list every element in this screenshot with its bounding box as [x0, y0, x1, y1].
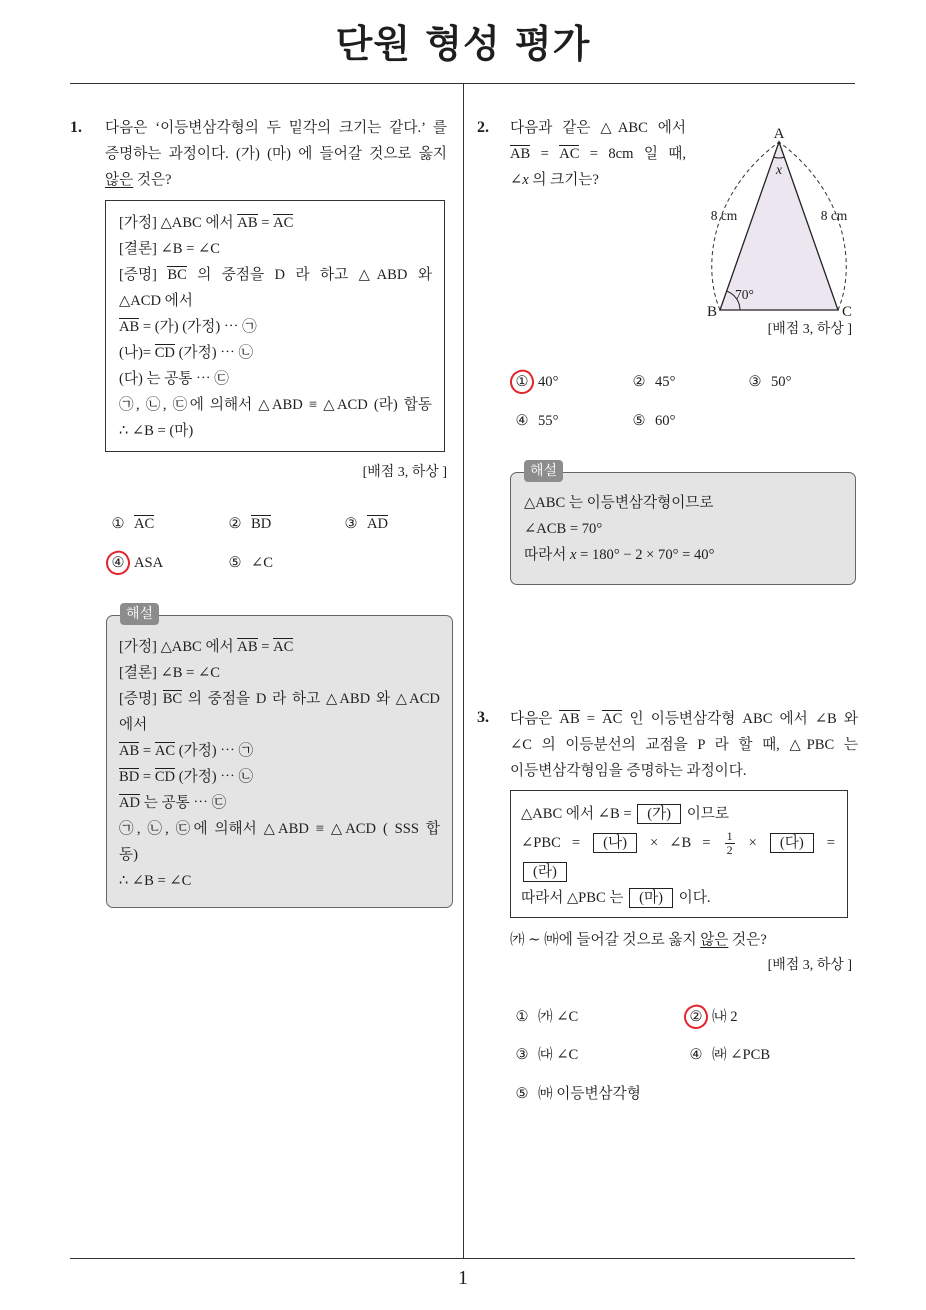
choice-content: [712, 1047, 770, 1063]
answer-choice: [514, 1081, 641, 1107]
answer-choice: [110, 550, 163, 576]
answer-choice: [110, 511, 154, 537]
text-run: 동): [119, 847, 138, 863]
text-run: ASA: [134, 555, 164, 571]
proof-line: [119, 340, 432, 366]
side-label-ab: 8 cm: [710, 208, 738, 223]
answer-blank-box: (라): [523, 862, 567, 882]
solution-label: 해설: [120, 603, 159, 625]
text-run: [가정] △ABC 에서: [119, 215, 238, 231]
score-label: [배점 3, 하상 ]: [767, 322, 852, 337]
footer-rule: [70, 1258, 855, 1259]
overline-segment: CD: [154, 345, 175, 361]
text-run: 증명하는 과정이다. (가) (마) 에 들어갈 것으로 옳지: [105, 146, 447, 162]
choice-content: [538, 1047, 578, 1063]
text-run: 50°: [771, 374, 792, 390]
choice-content: [771, 374, 791, 390]
answer-choice: [514, 1004, 578, 1030]
text-run: (가정) ⋯ ㉠: [175, 743, 254, 759]
text-run: (다) 는 공통 ⋯ ㉢: [119, 371, 229, 387]
choice-marker: ①: [111, 516, 125, 532]
choice-content: [538, 374, 558, 390]
proof-line: [521, 827, 835, 859]
overline-segment: AB: [510, 146, 531, 162]
angle-label-b: 70°: [735, 287, 754, 302]
answer-choice: [688, 1004, 738, 1030]
overline-segment: BD: [119, 769, 140, 785]
text-run: =: [139, 769, 155, 785]
stem-line: [105, 141, 447, 167]
choice-content: [538, 413, 558, 429]
overline-segment: AD: [367, 516, 389, 532]
choice-marker: ②: [632, 374, 646, 390]
text-run: ㈒ 이등변삼각형: [538, 1086, 641, 1102]
answer-choice: [227, 550, 273, 576]
text-run: =: [257, 639, 274, 655]
text-run: ㈏ 2: [712, 1009, 738, 1025]
text-run: ∠PBC =: [521, 835, 592, 851]
text-run: 다음은 ‘이등변삼각형의 두 밑각의 크기는 같다.’ 를: [105, 120, 447, 136]
proof-line: [119, 262, 432, 288]
choice-content: [538, 1009, 578, 1025]
choice-content: [367, 516, 388, 532]
text-run: ∴ ∠B = (마): [119, 423, 194, 439]
solution-box: [106, 615, 453, 908]
choice-content: [251, 516, 271, 532]
choice-marker: ②: [688, 1004, 704, 1030]
text-run: 것은?: [728, 932, 767, 948]
angle-label-a: x: [775, 163, 783, 178]
proof-line: [119, 236, 432, 262]
overline-segment: AC: [134, 516, 155, 532]
text-run: [증명]: [119, 691, 163, 707]
text-run: 45°: [655, 374, 676, 390]
text-run: 는 공통 ⋯ ㉢: [140, 795, 227, 811]
proof-line: [521, 885, 835, 911]
text-run: =: [139, 743, 155, 759]
proof-line: [119, 314, 432, 340]
answer-choice: [227, 511, 271, 537]
text-run: =: [815, 835, 835, 851]
text-run: 것은?: [133, 172, 172, 188]
text-run: = 8cm 일 때,: [579, 146, 687, 162]
choice-marker: ③: [344, 516, 358, 532]
answer-blank-box: (마): [629, 888, 673, 908]
answer-choice: [631, 369, 675, 395]
text-run: ∴ ∠B = ∠C: [119, 873, 192, 889]
side-label-ac: 8 cm: [820, 208, 848, 223]
overline-segment: BD: [251, 516, 272, 532]
text-run: 다음은: [510, 711, 560, 727]
overline-segment: AC: [273, 639, 294, 655]
choice-content: [655, 413, 675, 429]
stem-line: [510, 758, 858, 784]
text-run: [증명]: [119, 267, 168, 283]
choice-marker: ⑤: [632, 413, 646, 429]
proof-line: [521, 859, 835, 885]
proof-line: [119, 366, 432, 392]
column-divider: [463, 83, 464, 1258]
solution-line: [119, 712, 440, 738]
text-run: [가정] △ABC 에서: [119, 639, 238, 655]
text-run: 따라서 △PBC 는: [521, 890, 628, 906]
choice-marker: ①: [514, 369, 530, 395]
text-run: 따라서: [524, 547, 570, 563]
choice-marker: ④: [110, 550, 126, 576]
text-run: =: [579, 711, 603, 727]
text-run: 이등변삼각형임을 증명하는 과정이다.: [510, 763, 747, 779]
text-run: (가정) ⋯ ㉡: [174, 345, 254, 361]
text-run: =: [257, 215, 274, 231]
text-run: 의 중점을 D 라 하고 △ABD 와 △ACD: [182, 691, 440, 707]
text-run: = (가) (가정) ⋯ ㉠: [139, 319, 257, 335]
text-run: 55°: [538, 413, 559, 429]
answer-blank-box: (나): [593, 833, 637, 853]
stem-line: [510, 706, 858, 732]
overline-segment: AD: [119, 795, 141, 811]
proof-line: [119, 418, 432, 444]
text-run: △ABC 는 이등변삼각형이므로: [524, 495, 714, 511]
overline-segment: BC: [162, 691, 183, 707]
answer-choice: [688, 1042, 770, 1068]
text-run: ∠C: [251, 555, 273, 571]
answer-choice: [514, 408, 558, 434]
text-run: 인 이등변삼각형 ABC 에서 ∠B 와: [622, 711, 858, 727]
overline-segment: AB: [119, 319, 140, 335]
fraction-denominator: 2: [726, 843, 733, 858]
fraction: [725, 830, 735, 857]
text-run: ㈑ ∠PCB: [712, 1047, 771, 1063]
text-run: 60°: [655, 413, 676, 429]
text-run: 의 크기는?: [528, 172, 599, 188]
question-number: 1.: [70, 119, 82, 136]
question-number: 2.: [477, 119, 489, 136]
stem-line: [105, 167, 447, 193]
overline-segment: AC: [273, 215, 294, 231]
choice-content: [655, 374, 675, 390]
proof-box: [105, 200, 445, 452]
text-run: ㈎ ∼ ㈒에 들어갈 것으로 옳지: [510, 932, 701, 948]
vertex-label-c: C: [841, 304, 853, 320]
stem-line: [510, 167, 686, 193]
overline-segment: AC: [559, 146, 580, 162]
text-run: 의 중점을 D 라 하고 △ABD 와: [186, 267, 432, 283]
solution-line: [119, 816, 440, 842]
score-label: [배점 3, 하상 ]: [767, 958, 852, 973]
text-run: ㈎ ∠C: [538, 1009, 579, 1025]
stem-line: [510, 115, 686, 141]
question-number: 3.: [477, 709, 489, 726]
text-run: ㉠, ㉡, ㉢에 의해서 △ABD ≡ △ACD (라) 합동: [119, 397, 432, 413]
answer-choice: [631, 408, 675, 434]
stem-line: [105, 115, 447, 141]
answer-blank-box: (다): [770, 833, 814, 853]
fraction-numerator: 1: [726, 829, 733, 844]
choice-marker: ③: [515, 1047, 529, 1063]
text-run: ×: [737, 835, 768, 851]
answer-blank-box: (가): [637, 804, 681, 824]
vertex-label-b: B: [706, 304, 718, 320]
overline-segment: AB: [237, 639, 258, 655]
question-prompt: [510, 927, 767, 953]
choice-content: [712, 1009, 738, 1025]
text-run: ㉠, ㉡, ㉢에 의해서 △ABD ≡ △ACD ( SSS 합: [119, 821, 440, 837]
proof-line: [521, 801, 835, 827]
answer-choice: [343, 511, 388, 537]
text-run: 에서: [119, 717, 148, 733]
solution-label: 해설: [524, 460, 563, 482]
triangle-figure: [690, 118, 862, 324]
solution-line: [119, 868, 440, 894]
text-run: △ABC 에서 ∠B =: [521, 806, 636, 822]
text-run: 40°: [538, 374, 559, 390]
math-variable: x: [522, 172, 529, 188]
text-run: [결론] ∠B = ∠C: [119, 665, 221, 681]
solution-line: [524, 542, 843, 568]
answer-choice: [747, 369, 791, 395]
proof-line: [119, 288, 432, 314]
solution-line: [119, 738, 440, 764]
text-run: ∠: [510, 172, 523, 188]
overline-segment: AB: [119, 743, 140, 759]
text-run: =: [530, 146, 560, 162]
text-run: 이다.: [674, 890, 711, 906]
text-run: ㈐ ∠C: [538, 1047, 579, 1063]
text-run: × ∠B =: [638, 835, 722, 851]
stem-line: [510, 732, 858, 758]
text-run: 다음과 같은 △ABC 에서: [510, 120, 686, 136]
choice-marker: ④: [515, 413, 529, 429]
choice-marker: ③: [748, 374, 762, 390]
solution-line: [524, 490, 843, 516]
overline-segment: AB: [559, 711, 580, 727]
text-run: 이므로: [683, 806, 729, 822]
proof-box: [510, 790, 848, 918]
underlined-text: 않은: [700, 932, 729, 948]
text-run: (가정) ⋯ ㉡: [175, 769, 254, 785]
page-number: 1: [458, 1267, 468, 1289]
choice-content: [134, 516, 154, 532]
overline-segment: CD: [154, 769, 176, 785]
choice-marker: ②: [228, 516, 242, 532]
solution-line: [119, 686, 440, 712]
choice-content: [538, 1086, 641, 1102]
answer-choice: [514, 1042, 578, 1068]
solution-line: [119, 790, 440, 816]
choice-marker: ④: [689, 1047, 703, 1063]
underlined-text: 않은: [105, 172, 134, 188]
solution-box: [510, 472, 856, 585]
choice-marker: ⑤: [228, 555, 242, 571]
text-run: △ACD 에서: [119, 293, 193, 309]
answer-choice: [514, 369, 558, 395]
choice-marker: ⑤: [515, 1086, 529, 1102]
solution-line: [119, 634, 440, 660]
question-stem: [510, 706, 858, 784]
solution-line: [119, 764, 440, 790]
text-run: = 180° − 2 × 70° = 40°: [576, 547, 715, 563]
solution-line: [119, 842, 440, 868]
text-run: (나)=: [119, 345, 155, 361]
page-title: 단원 형성 평가: [335, 22, 591, 66]
question-stem: [105, 115, 447, 193]
text-run: ∠ACB = 70°: [524, 521, 603, 537]
score-label: [배점 3, 하상 ]: [362, 465, 447, 480]
overline-segment: AB: [237, 215, 258, 231]
question-stem: [510, 115, 686, 193]
choice-content: [134, 555, 163, 571]
choice-content: [251, 555, 273, 571]
solution-line: [524, 516, 843, 542]
overline-segment: AC: [602, 711, 623, 727]
text-run: [결론] ∠B = ∠C: [119, 241, 221, 257]
stem-line: [510, 141, 686, 167]
overline-segment: BC: [167, 267, 187, 283]
choice-marker: ①: [515, 1009, 529, 1025]
proof-line: [119, 392, 432, 418]
overline-segment: AC: [154, 743, 176, 759]
math-variable: x: [569, 547, 577, 563]
solution-line: [119, 660, 440, 686]
text-run: ∠C 의 이등분선의 교점을 P 라 할 때, △PBC 는: [510, 737, 858, 753]
vertex-label-a: A: [773, 126, 785, 142]
proof-line: [119, 210, 432, 236]
